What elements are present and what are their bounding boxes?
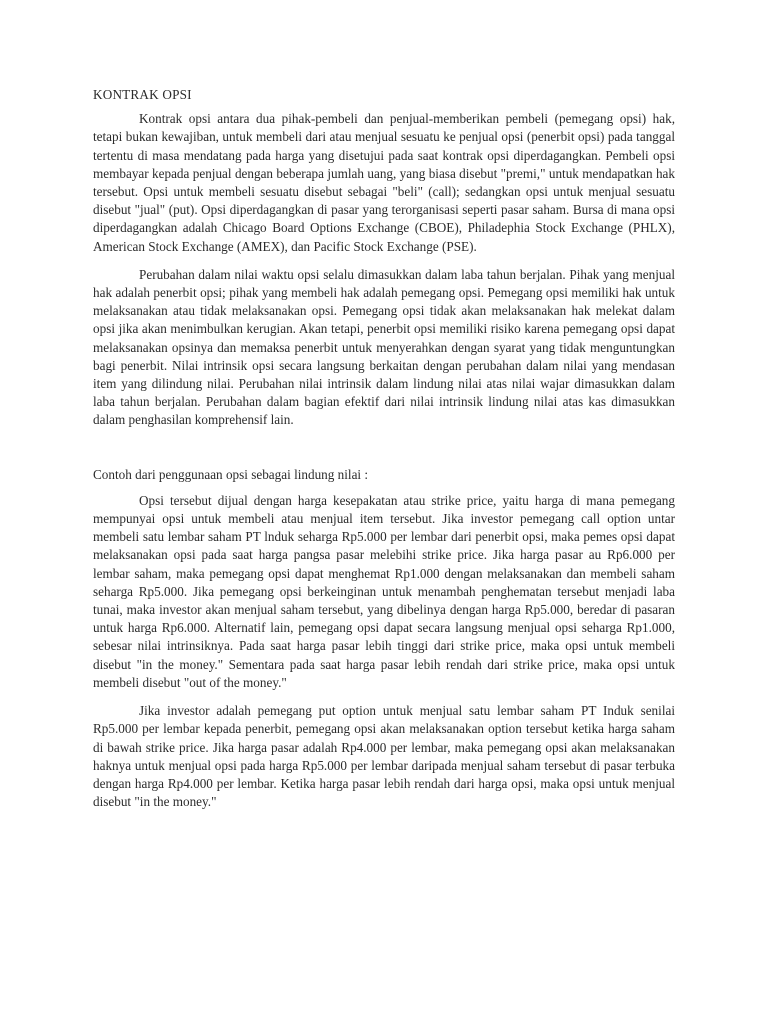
paragraph-call-option-example: Opsi tersebut dijual dengan harga kesepakatan atau strike price, yaitu harga di mana pemegang mempunyai opsi untuk membeli atau menjual item tersebut. Jika investor pemegang call option untar membeli satu lembar saham PT lnduk seharga Rp5.000 per lembar dari penerbit opsi, maka pemes opsi dapat melaksanakan opsi pada saat harga pangsa pasar melebihi strike price. Jika harga pasar au Rp6.000 per lembar saham, maka pemegang opsi dapat menghemat Rp1.000 dengan melaksanakan dan membeli saham seharga Rp5.000. Jika pemegang opsi berkeinginan untuk menambah penghematan tersebut menjadi laba tunai, maka investor akan menjual saham tersebut, yang dibelinya dengan harga Rp5.000, beredar di pasaran untuk harga Rp6.000. Alternatif lain, pemegang opsi dapat secara langsung menjual opsi seharga Rp1.000, sebesar nilai intrinsiknya. Pada saat harga pasar lebih tinggi dari strike price, maka opsi untuk membeli disebut "in the money." Sementara pada saat harga pasar lebih rendah dari strike price, maka opsi untuk membeli disebut "out of the money." xyxy=(93,492,675,690)
section-heading-example: Contoh dari penggunaan opsi sebagai lindung nilai : xyxy=(93,466,369,482)
paragraph-put-option-example: Jika investor adalah pemegang put option untuk menjual satu lembar saham PT Induk senilai Rp5.000 per lembar kepada penerbit, pemegang opsi akan melaksanakan option tersebut ketika harga saham di bawah strike price. Jika harga pasar adalah Rp4.000 per lembar, maka pemegang opsi akan melaksanakan haknya untuk menjual opsi pada harga Rp5.000 per lembar daripada menjual saham tersebut di pasar terbuka dengan harga Rp4.000 per lembar. Ketika harga pasar lebih rendah dari harga opsi, maka opsi untuk menjual disebut "in the money." xyxy=(93,703,675,810)
paragraph-time-value: Perubahan dalam nilai waktu opsi selalu dimasukkan dalam laba tahun berjalan. Pihak yang menjual hak adalah penerbit opsi; pihak yang membeli hak adalah pemegang opsi. Pemegang opsi memiliki hak untuk melaksanakan atau tidak melaksanakan opsi. Pemegang opsi tidak akan melaksanakan hak melekat dalam opsi jika akan menimbulkan kerugian. Akan tetapi, penerbit opsi memiliki risiko karena pemegang opsi dapat melaksanakan opsinya dan memaksa penerbit untuk menyerahkan dengan syarat yang tidak menguntungkan bagi penerbit. Nilai intrinsik opsi secara langsung berkaitan dengan perubahan dalam nilai yang mendasan item yang dilindung nilai. Perubahan nilai intrinsik dalam lindung nilai atas nilai wajar dimasukkan dalam laba tahun berjalan. Perubahan dalam bagian efektif dari nilai intrinsik lindung nilai atas kas dimasukkan dalam penghasilan komprehensif lain. xyxy=(93,266,675,428)
document-title: KONTRAK OPSI xyxy=(93,87,192,102)
paragraph-definition: Kontrak opsi antara dua pihak-pembeli dan penjual-memberikan pembeli (pemegang opsi) hak, tetapi bukan kewajiban, untuk membeli dari atau menjual sesuatu ke penjual opsi (penerbit opsi) pada tanggal tertentu di masa mendatang pada harga yang disetujui pada saat kontrak opsi diperdagangkan. Pembeli opsi membayar kepada penjual dengan beberapa jumlah uang, yang biasa disebut "premi," untuk mendapatkan hak tersebut. Opsi untuk membeli sesuatu disebut sebagai "beli" (call); sedangkan opsi untuk menjual sesuatu disebut "jual" (put). Opsi diperdagangkan di pasar yang terorganisasi seperti pasar saham. Bursa di mana opsi diperdagangkan adalah Chicago Board Options Exchange (CBOE), Philadephia Stock Exchange (PHLX), American Stock Exchange (AMEX), dan Pacific Stock Exchange (PSE). xyxy=(93,111,675,254)
document-page xyxy=(93,86,675,821)
